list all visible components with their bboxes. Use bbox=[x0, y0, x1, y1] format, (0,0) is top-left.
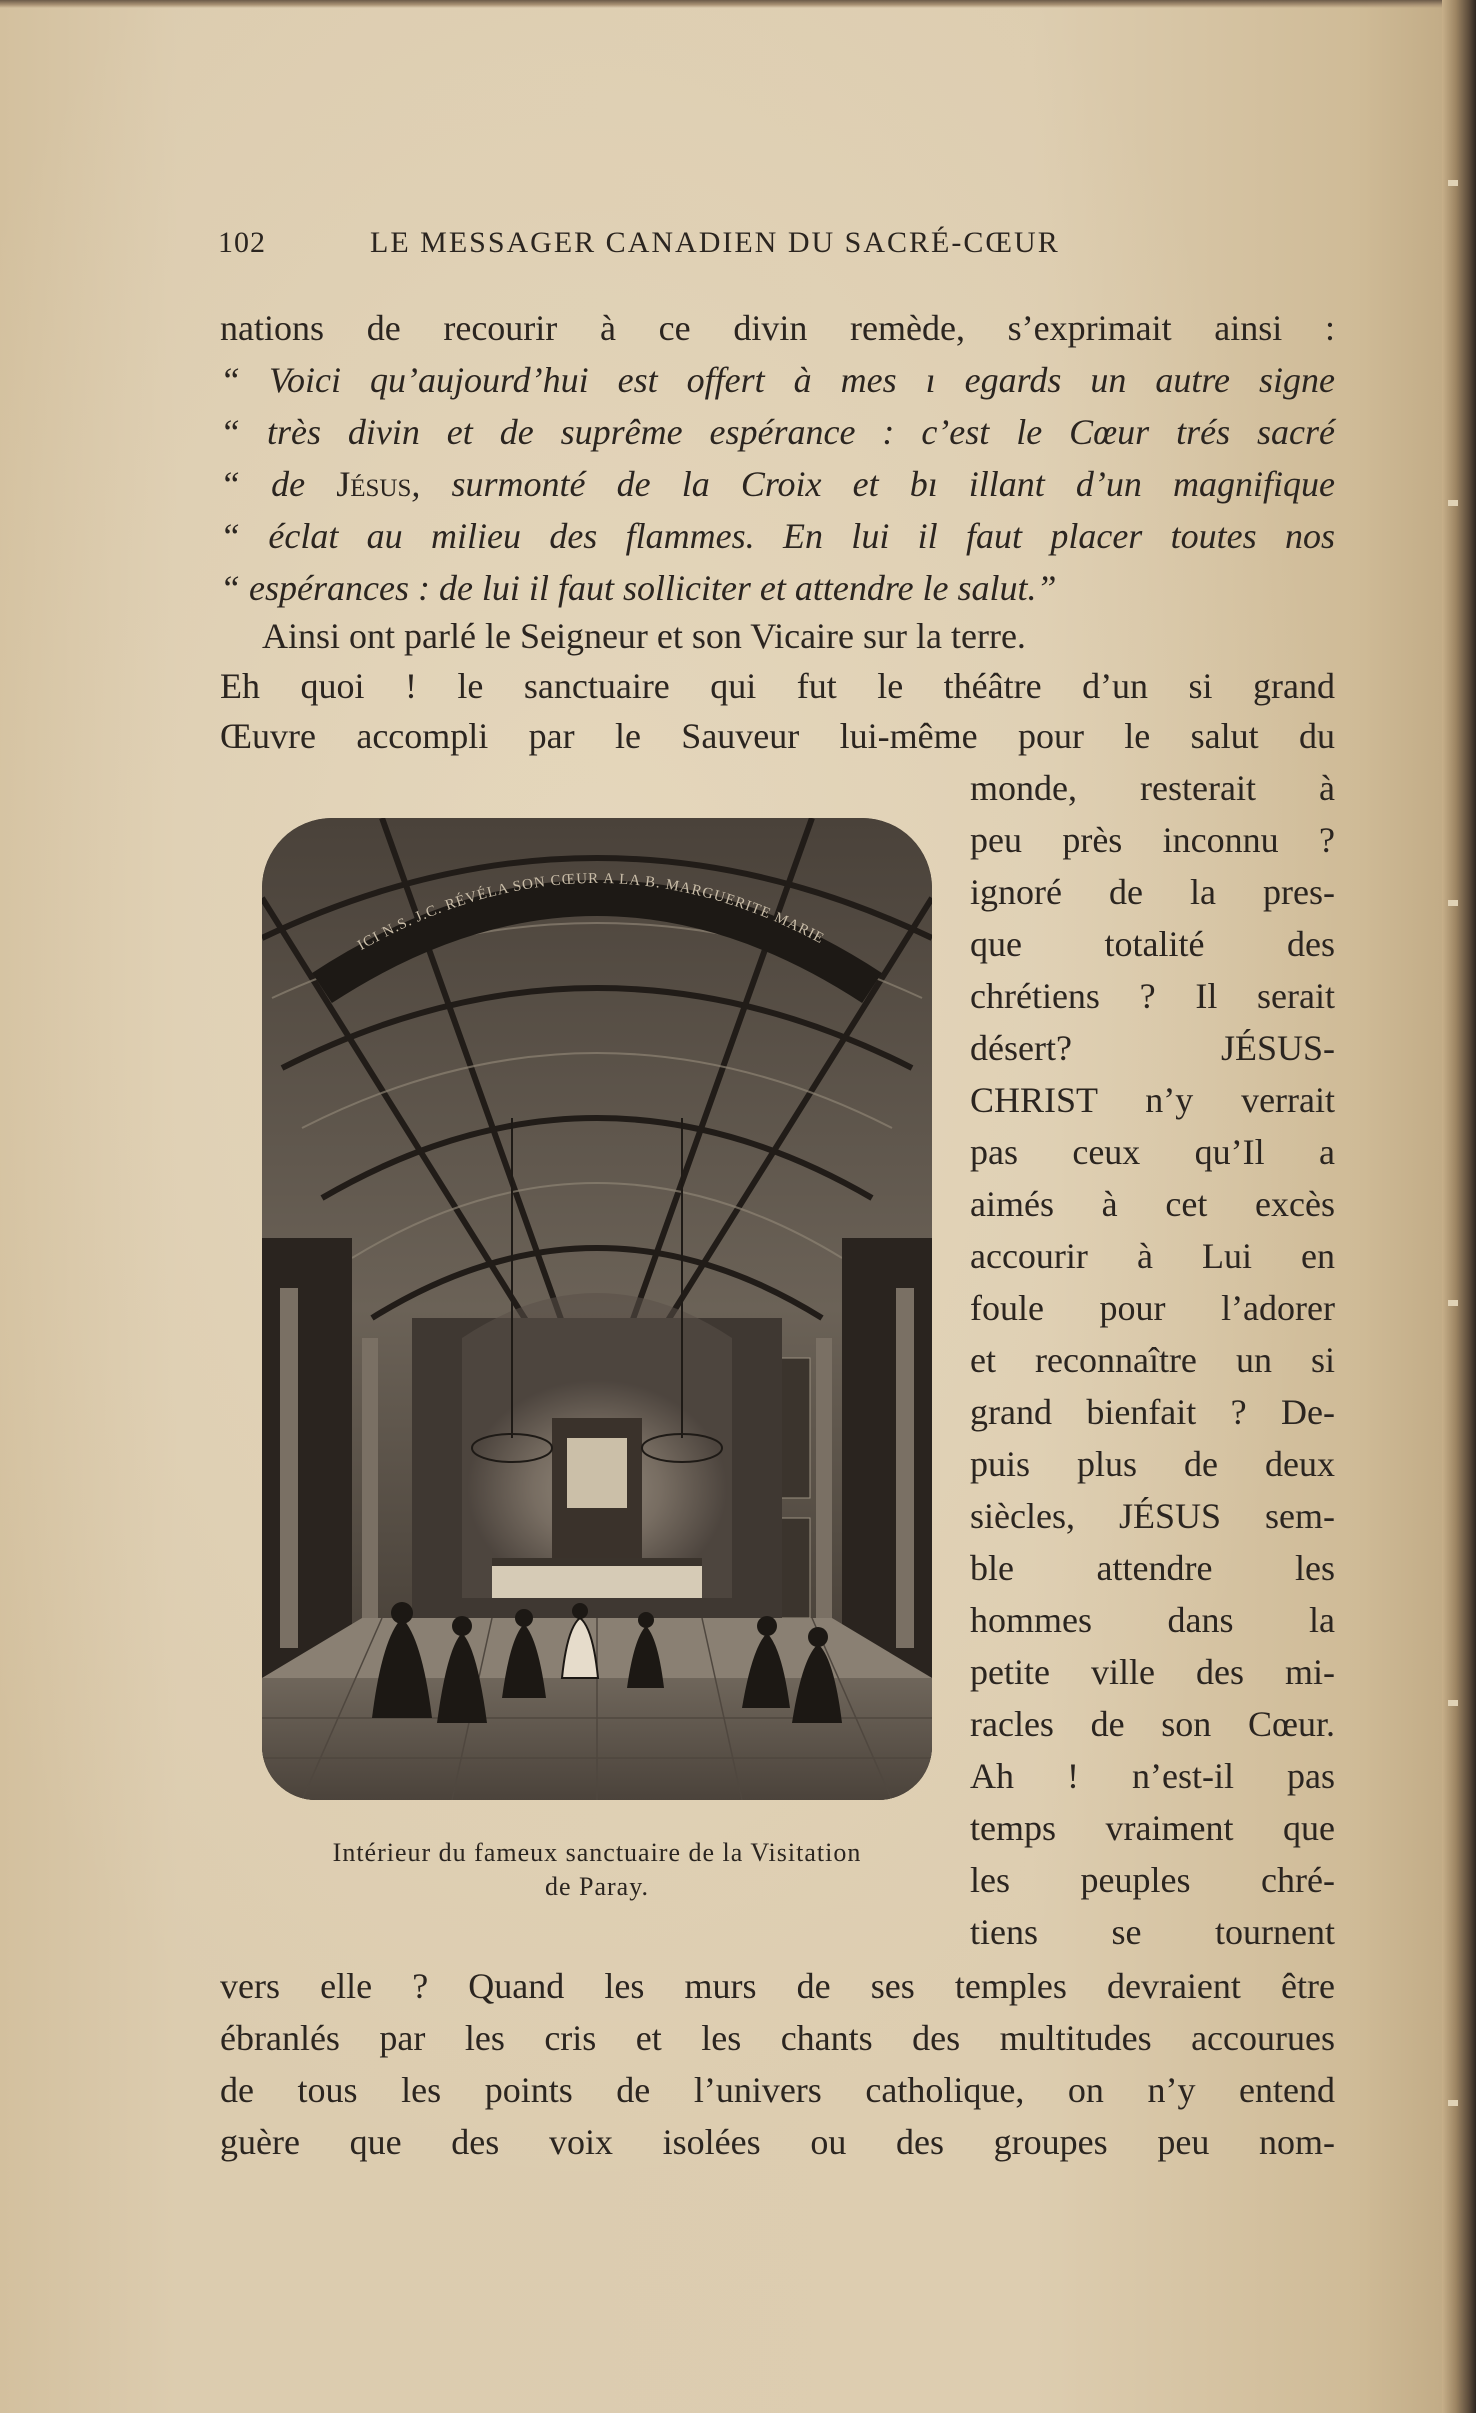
caption-line-2: de Paray. bbox=[544, 1872, 650, 1901]
column-line: hommes dans la bbox=[970, 1600, 1335, 1640]
column-line: ble attendre les bbox=[970, 1548, 1335, 1588]
quote-line: “ espérances : de lui il faut solliciter et attendre le salut.” bbox=[220, 568, 1057, 608]
body-line: ébranlés par les cris et les chants des multitudes accourues bbox=[220, 2018, 1335, 2058]
sanctuary-engraving bbox=[262, 818, 932, 1800]
column-line: les peuples chré- bbox=[970, 1860, 1335, 1900]
body-line: guère que des voix isolées ou des groupes peu nom- bbox=[220, 2122, 1335, 2162]
quote-line: “ Voici qu’aujourd’hui est offert à mes ı egards un autre signe bbox=[220, 360, 1335, 400]
column-line: monde, resterait à bbox=[970, 768, 1335, 808]
body-line-indent: Ainsi ont parlé le Seigneur et son Vicaire sur la terre. bbox=[262, 616, 1026, 656]
page-spine-edge bbox=[1442, 0, 1476, 2413]
quote-line: “ très divin et de suprême espérance : c’est le Cœur trés sacré bbox=[220, 412, 1335, 452]
column-line: foule pour l’adorer bbox=[970, 1288, 1335, 1328]
top-edge-shadow bbox=[0, 0, 1476, 8]
column-line: que totalité des bbox=[970, 924, 1335, 964]
column-line: grand bienfait ? De- bbox=[970, 1392, 1335, 1432]
column-line: chrétiens ? Il serait bbox=[970, 976, 1335, 1016]
column-line: tiens se tournent bbox=[970, 1912, 1335, 1952]
column-line: pas ceux qu’Il a bbox=[970, 1132, 1335, 1172]
quote-line: “ éclat au milieu des flammes. En lui il faut placer toutes nos bbox=[220, 516, 1335, 556]
running-title: LE MESSAGER CANADIEN DU SACRÉ-CŒUR bbox=[370, 226, 1060, 259]
column-line: peu près inconnu ? bbox=[970, 820, 1335, 860]
figure-caption bbox=[262, 1836, 932, 1904]
column-line: aimés à cet excès bbox=[970, 1184, 1335, 1224]
column-line: racles de son Cœur. bbox=[970, 1704, 1335, 1744]
caption-line-1: Intérieur du fameux sanctuaire de la Visitation bbox=[332, 1838, 862, 1867]
column-line: temps vraiment que bbox=[970, 1808, 1335, 1848]
column-line: puis plus de deux bbox=[970, 1444, 1335, 1484]
column-line: ignoré de la pres- bbox=[970, 872, 1335, 912]
column-line: CHRIST n’y verrait bbox=[970, 1080, 1335, 1120]
body-line: Eh quoi ! le sanctuaire qui fut le théâtre d’un si grand bbox=[220, 666, 1335, 706]
body-line: Œuvre accompli par le Sauveur lui-même pour le salut du bbox=[220, 716, 1335, 756]
body-line: vers elle ? Quand les murs de ses temples devraient être bbox=[220, 1966, 1335, 2006]
body-line: nations de recourir à ce divin remède, s’exprimait ainsi : bbox=[220, 308, 1335, 348]
quote-line: “ de Jésus, surmonté de la Croix et bı illant d’un magnifique bbox=[220, 464, 1336, 504]
column-line: et reconnaître un si bbox=[970, 1340, 1335, 1380]
body-line: de tous les points de l’univers catholique, on n’y entend bbox=[220, 2070, 1335, 2110]
column-line: petite ville des mi- bbox=[970, 1652, 1335, 1692]
column-line: accourir à Lui en bbox=[970, 1236, 1335, 1276]
arch-inscription: ICI N.S. J.C. RÉVÉLA SON CŒUR A LA B. MARGUERITE MARIE bbox=[355, 870, 827, 954]
running-header bbox=[218, 226, 1178, 274]
column-line: siècles, JÉSUS sem- bbox=[970, 1496, 1335, 1536]
page-number: 102 bbox=[218, 226, 266, 259]
engraving-illustration bbox=[262, 818, 932, 1800]
column-line: Ah ! n’est-il pas bbox=[970, 1756, 1335, 1796]
column-line: désert? JÉSUS- bbox=[970, 1028, 1335, 1068]
